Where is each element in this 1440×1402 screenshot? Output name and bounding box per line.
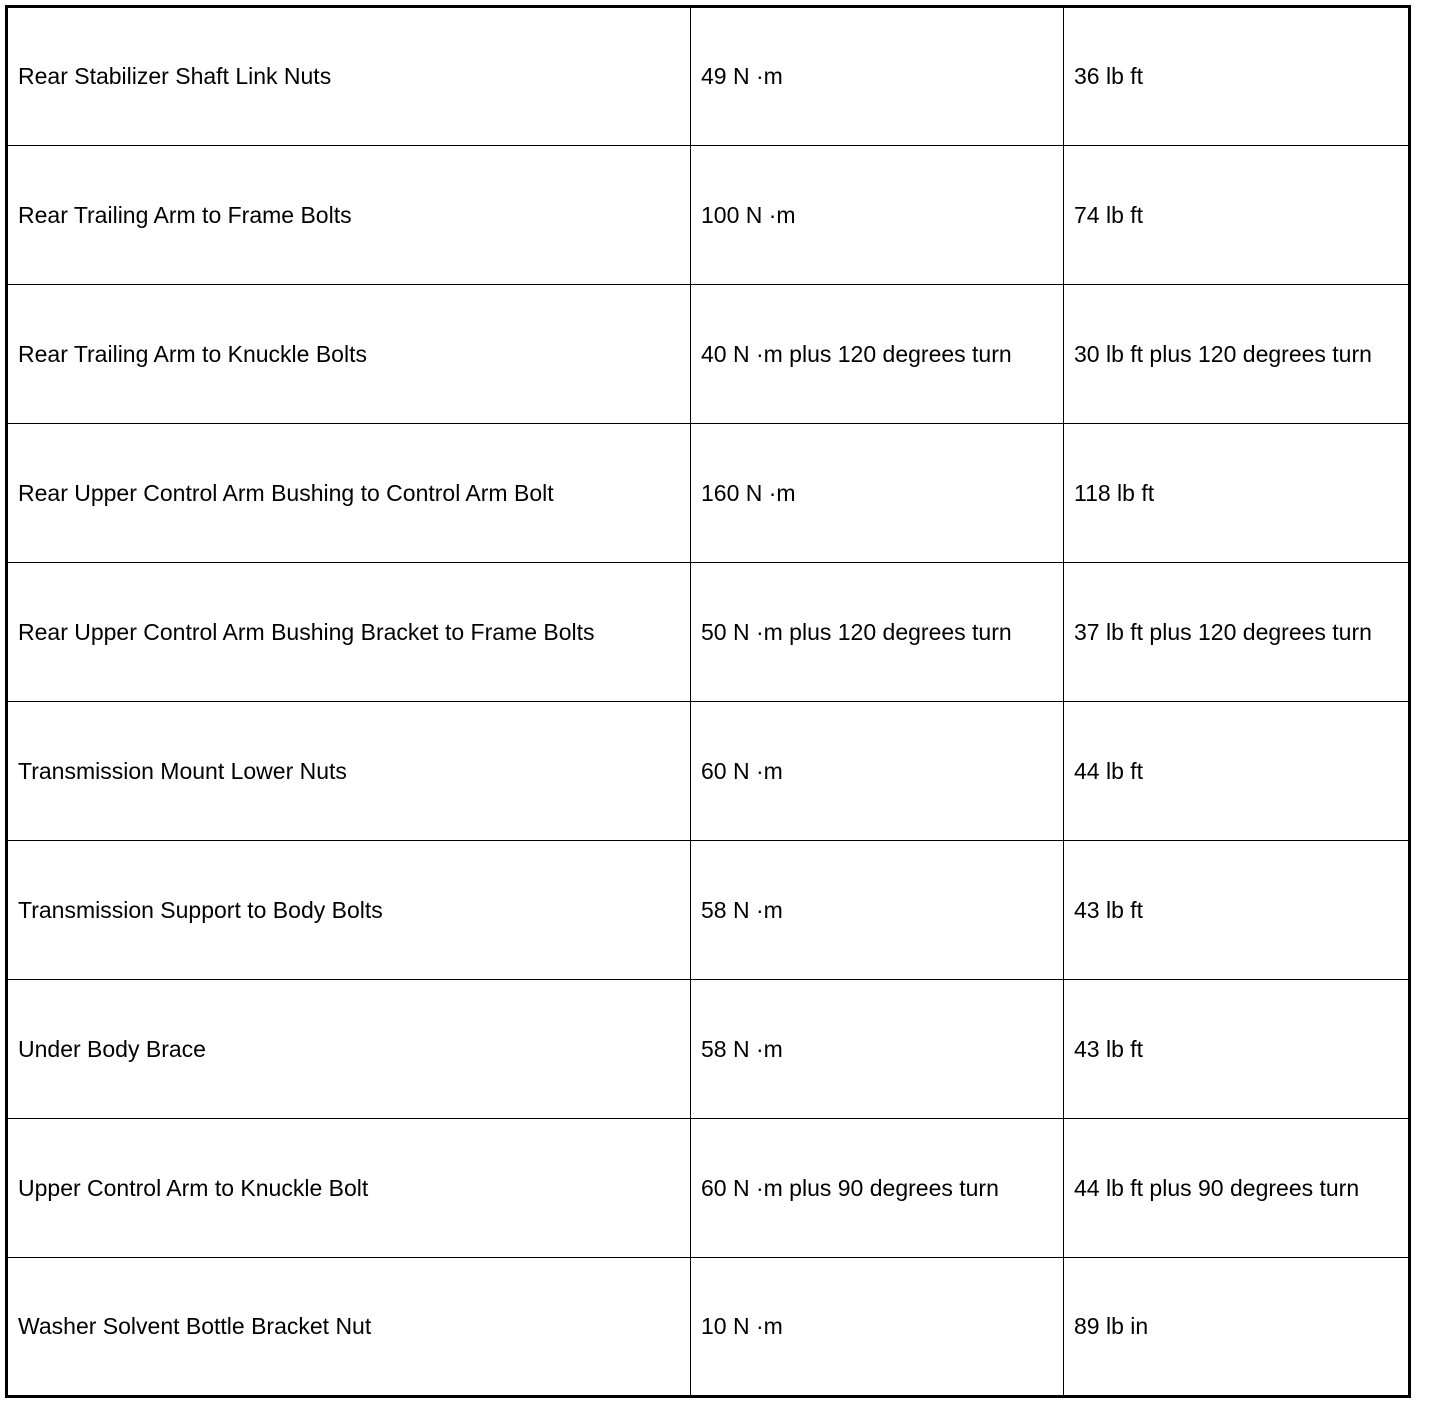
metric-torque-cell: 60 N ·m (691, 702, 1064, 841)
table-row (7, 980, 1410, 1119)
metric-torque-cell: 40 N ·m plus 120 degrees turn (691, 285, 1064, 424)
english-torque-cell: 89 lb in (1064, 1258, 1410, 1397)
description-cell: Transmission Mount Lower Nuts (7, 702, 691, 841)
metric-torque-cell: 160 N ·m (691, 424, 1064, 563)
metric-torque-cell: 58 N ·m (691, 980, 1064, 1119)
description-cell: Washer Solvent Bottle Bracket Nut (7, 1258, 691, 1397)
description-cell: Rear Upper Control Arm Bushing to Control Arm Bolt (7, 424, 691, 563)
table-row (7, 285, 1410, 424)
metric-torque-cell: 50 N ·m plus 120 degrees turn (691, 563, 1064, 702)
metric-torque-cell: 49 N ·m (691, 7, 1064, 146)
english-torque-cell: 74 lb ft (1064, 146, 1410, 285)
metric-torque-cell: 60 N ·m plus 90 degrees turn (691, 1119, 1064, 1258)
metric-torque-cell: 100 N ·m (691, 146, 1064, 285)
english-torque-cell: 30 lb ft plus 120 degrees turn (1064, 285, 1410, 424)
english-torque-cell: 36 lb ft (1064, 7, 1410, 146)
metric-torque-cell: 10 N ·m (691, 1258, 1064, 1397)
description-cell: Rear Trailing Arm to Knuckle Bolts (7, 285, 691, 424)
table-row (7, 424, 1410, 563)
table-row (7, 1258, 1410, 1397)
description-cell: Rear Trailing Arm to Frame Bolts (7, 146, 691, 285)
english-torque-cell: 118 lb ft (1064, 424, 1410, 563)
table-row (7, 563, 1410, 702)
description-cell: Under Body Brace (7, 980, 691, 1119)
torque-spec-table (5, 5, 1411, 1398)
english-torque-cell: 44 lb ft (1064, 702, 1410, 841)
description-cell: Rear Upper Control Arm Bushing Bracket to Frame Bolts (7, 563, 691, 702)
table-row (7, 1119, 1410, 1258)
table-row (7, 841, 1410, 980)
table-row (7, 702, 1410, 841)
english-torque-cell: 43 lb ft (1064, 980, 1410, 1119)
description-cell: Upper Control Arm to Knuckle Bolt (7, 1119, 691, 1258)
table-row (7, 7, 1410, 146)
english-torque-cell: 37 lb ft plus 120 degrees turn (1064, 563, 1410, 702)
english-torque-cell: 43 lb ft (1064, 841, 1410, 980)
english-torque-cell: 44 lb ft plus 90 degrees turn (1064, 1119, 1410, 1258)
table-row (7, 146, 1410, 285)
description-cell: Transmission Support to Body Bolts (7, 841, 691, 980)
metric-torque-cell: 58 N ·m (691, 841, 1064, 980)
description-cell: Rear Stabilizer Shaft Link Nuts (7, 7, 691, 146)
